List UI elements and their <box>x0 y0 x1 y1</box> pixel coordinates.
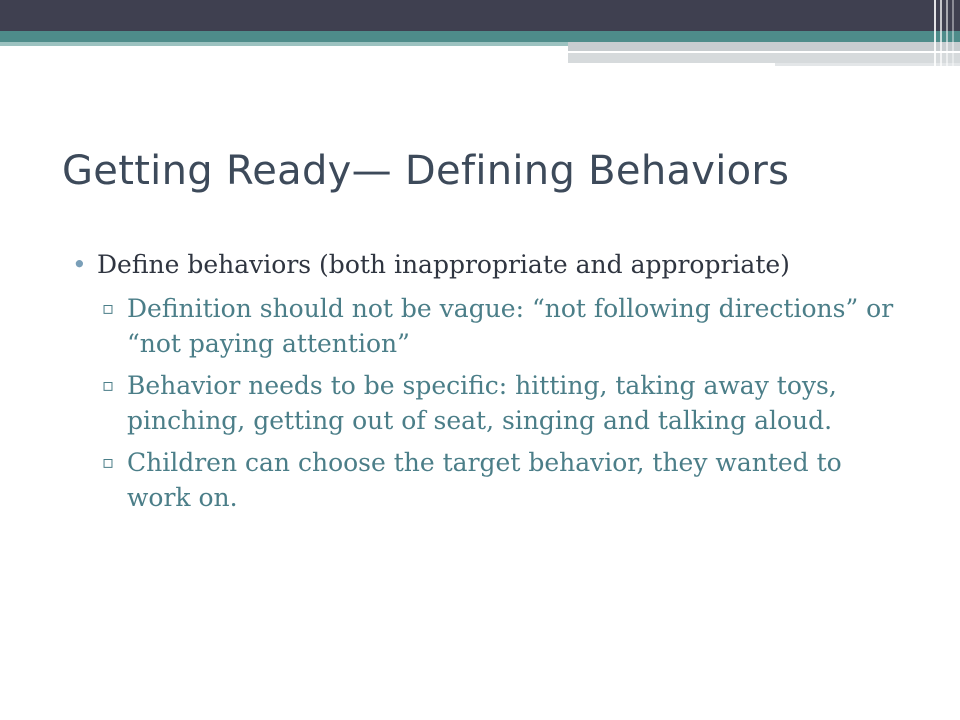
slide-title: Getting Ready— Defining Behaviors <box>62 148 790 194</box>
bullet-dot-icon: • <box>72 250 87 279</box>
sub-bullet-text: Definition should not be vague: “not following directions” or “not paying attention” <box>127 294 894 358</box>
top-banner-teal <box>0 31 960 42</box>
top-banner-grey-strip-lower <box>568 53 960 63</box>
sub-bullet-square-icon: ▫ <box>102 452 115 473</box>
top-banner-dark <box>0 0 960 31</box>
sub-bullet-definition-vague <box>72 291 912 361</box>
sub-bullet-square-icon: ▫ <box>102 375 115 396</box>
top-banner-teal-light <box>0 42 568 46</box>
sub-bullet-behavior-specific <box>72 368 912 438</box>
sub-bullet-children-choose <box>72 445 912 515</box>
slide-content <box>72 246 912 522</box>
sub-bullet-square-icon: ▫ <box>102 298 115 319</box>
bullet-define-behaviors <box>72 246 912 284</box>
top-banner-edge-strips <box>930 0 960 66</box>
sub-bullet-text: Behavior needs to be specific: hitting, taking away toys, pinching, getting out of seat, singing and talking aloud. <box>127 371 837 435</box>
sub-bullet-text: Children can choose the target behavior, they wanted to work on. <box>127 448 842 512</box>
bullet-text: Define behaviors (both inappropriate and appropriate) <box>97 250 790 279</box>
top-banner-grey-strip <box>568 42 960 51</box>
